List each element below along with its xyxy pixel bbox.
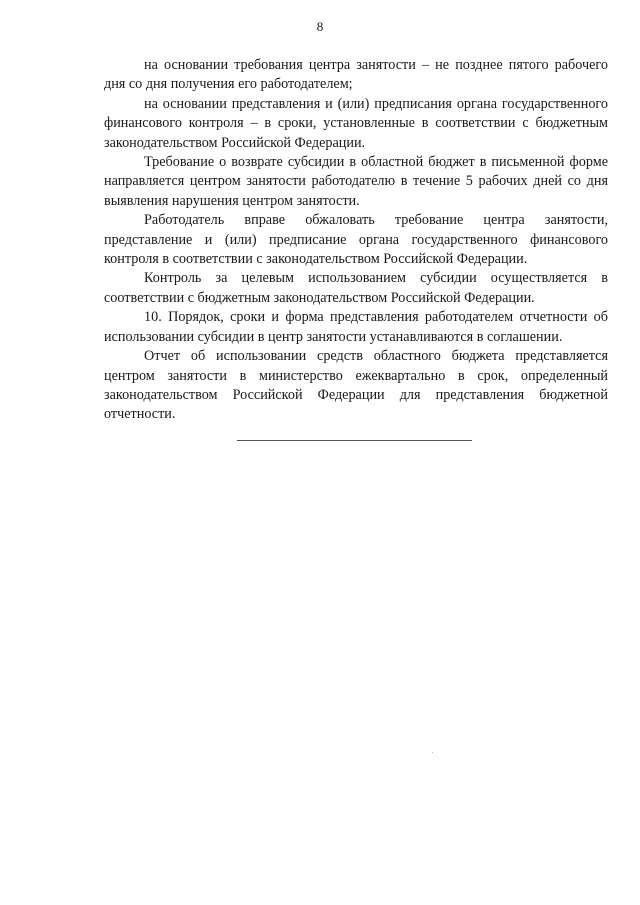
- paragraph: 10. Порядок, сроки и форма представления работодателем отчетности об использовании субсидии в центр занятости устанавливаются в соглашении.: [104, 309, 608, 345]
- paragraph: Требование о возврате субсидии в областной бюджет в письменной форме направляется центром занятости работодателю в течение 5 рабочих дней со дня выявления нарушения центром занятости.: [104, 154, 608, 209]
- paragraph: на основании требования центра занятости – не позднее пятого рабочего дня со дня получения его работодателем;: [104, 57, 608, 93]
- paragraph: Отчет об использовании средств областного бюджета представляется центром занятости в министерство ежеквартально в срок, определенный законодательством Российской Федерации для представления бюджетной отчетности.: [104, 348, 608, 423]
- end-divider: [237, 440, 472, 441]
- paragraph: Работодатель вправе обжаловать требование центра занятости, представление и (или) предписание органа государственного финансового контроля в соответствии с законодательством Российской Федерации.: [104, 212, 608, 268]
- scan-speck: [432, 752, 433, 753]
- paragraph: на основании представления и (или) предписания органа государственного финансового контроля – в сроки, установленные в соответствии с бюджетным законодательством Российской Федерации.: [104, 95, 608, 151]
- paragraph: Контроль за целевым использованием субсидии осуществляется в соответствии с бюджетным законодательством Российской Федерации.: [104, 270, 608, 306]
- page-number: 8: [316, 19, 324, 34]
- document-body: [104, 56, 608, 425]
